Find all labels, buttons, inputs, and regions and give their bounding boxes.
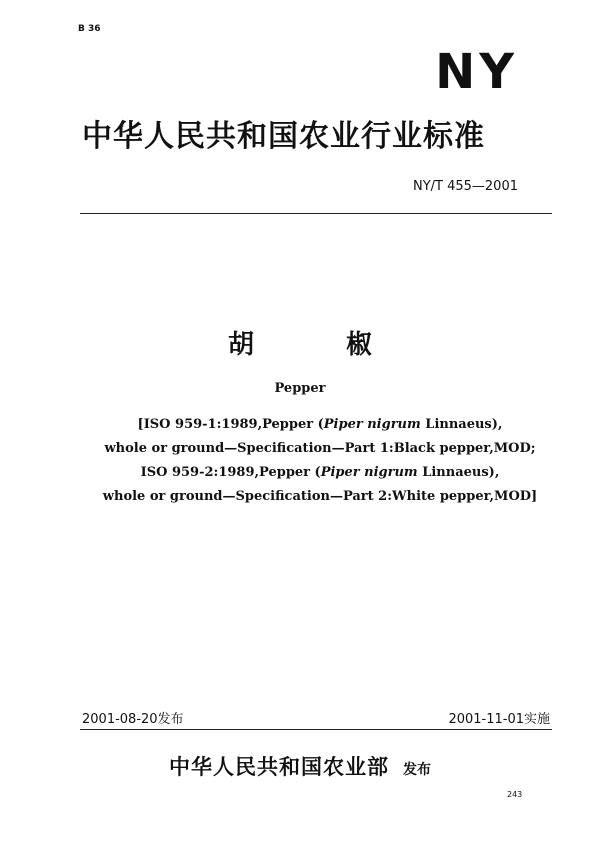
top-divider bbox=[80, 213, 552, 214]
ny-logo: NY bbox=[435, 44, 518, 100]
issuer bbox=[0, 751, 600, 781]
issuer-suffix: 发布 bbox=[403, 762, 431, 778]
equivalence-part: whole or ground—Specification—Part 2:White pepper,MOD] bbox=[102, 489, 538, 504]
implementation-date: 2001-11-01实施 bbox=[448, 712, 550, 727]
title-english: Pepper bbox=[274, 381, 326, 396]
equivalence-part: [ISO 959-1:1989,Pepper ( bbox=[137, 417, 324, 432]
standard-type-heading: 中华人民共和国农业行业标准 bbox=[82, 119, 485, 154]
species-name: Piper nigrum bbox=[323, 417, 421, 432]
equivalence-part: whole or ground—Specification—Part 1:Black pepper,MOD; bbox=[104, 441, 536, 456]
equivalence-part: Linnaeus), bbox=[417, 465, 500, 480]
equivalence-part: ISO 959-2:1989,Pepper ( bbox=[140, 465, 321, 480]
title-chinese: 胡椒 bbox=[227, 330, 464, 360]
ics-code: B 36 bbox=[78, 24, 101, 34]
page-number: 243 bbox=[507, 790, 523, 799]
issue-date: 2001-08-20发布 bbox=[82, 712, 184, 727]
issuer-name: 中华人民共和国农业部 bbox=[169, 755, 389, 779]
equivalence-part: Linnaeus), bbox=[420, 417, 503, 432]
standard-number: NY/T 455—2001 bbox=[412, 179, 518, 194]
bottom-divider bbox=[80, 729, 552, 730]
iso-equivalence-note bbox=[100, 413, 540, 509]
species-name: Piper nigrum bbox=[320, 465, 418, 480]
